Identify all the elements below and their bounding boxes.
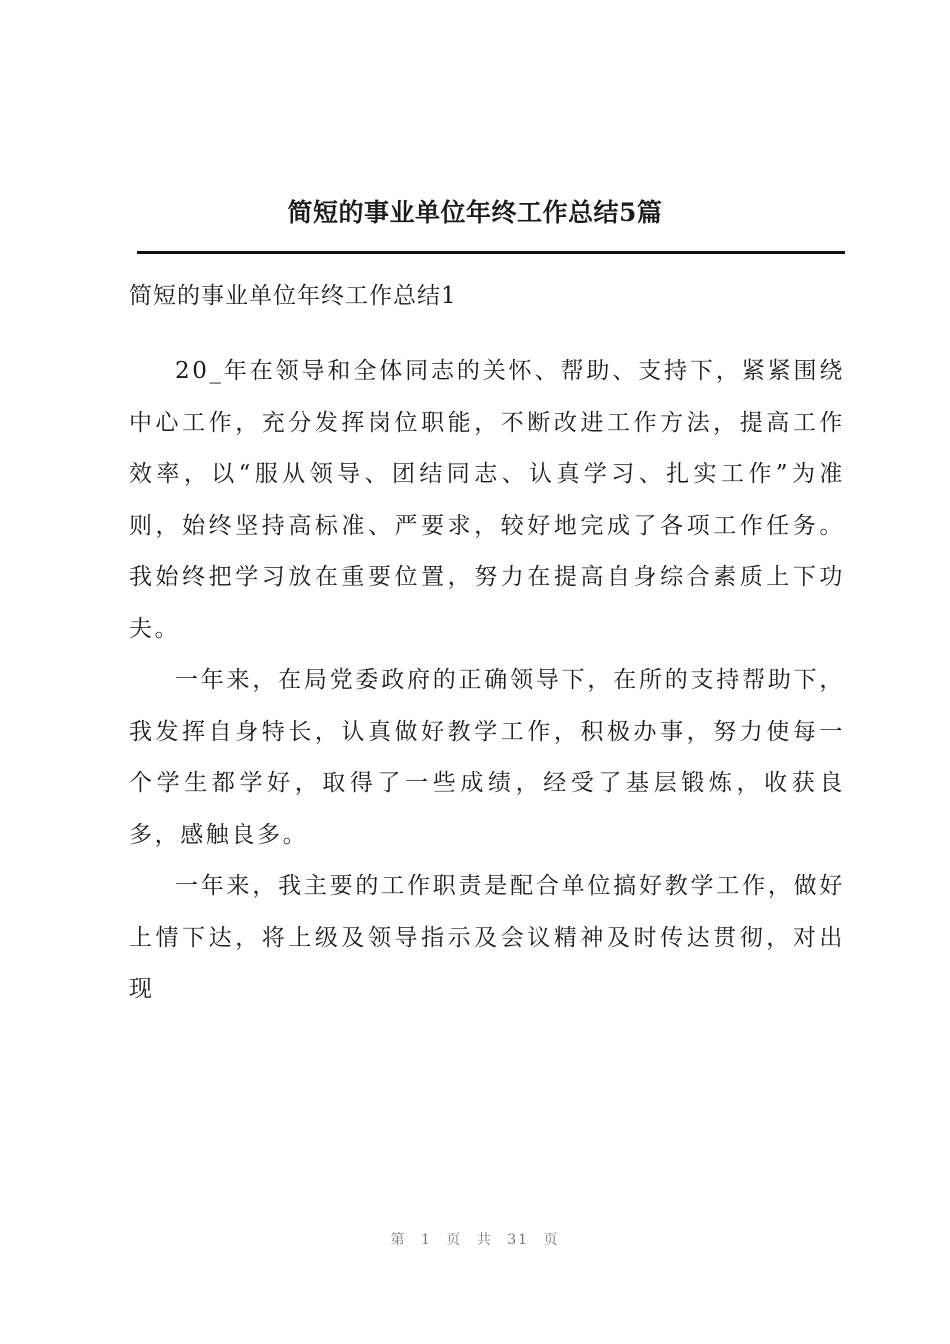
page-footer: 第 1 页 共 31 页: [390, 1232, 560, 1248]
document-body: [129, 346, 845, 1016]
document-title: 简短的事业单位年终工作总结5篇: [287, 198, 663, 227]
paragraph: 一年来，我主要的工作职责是配合单位搞好教学工作，做好上情下达，将上级及领导指示及会议精神及时传达贯彻，对出现: [129, 873, 845, 1002]
paragraph: 一年来，在局党委政府的正确领导下，在所的支持帮助下，我发挥自身特长，认真做好教学工作，积极办事，努力使每一个学生都学好，取得了一些成绩，经受了基层锻炼，收获良多，感触良多。: [129, 667, 845, 848]
title-divider: [137, 251, 845, 254]
section-heading: 简短的事业单位年终工作总结1: [129, 283, 457, 309]
paragraph: 20_年在领导和全体同志的关怀、帮助、支持下，紧紧围绕中心工作，充分发挥岗位职能，不断改进工作方法，提高工作效率，以“服从领导、团结同志、认真学习、扎实工作”为准则，始终坚持高标准、严要求，较好地完成了各项工作任务。我始终把学习放在重要位置，努力在提高自身综合素质上下功夫。: [129, 358, 845, 642]
